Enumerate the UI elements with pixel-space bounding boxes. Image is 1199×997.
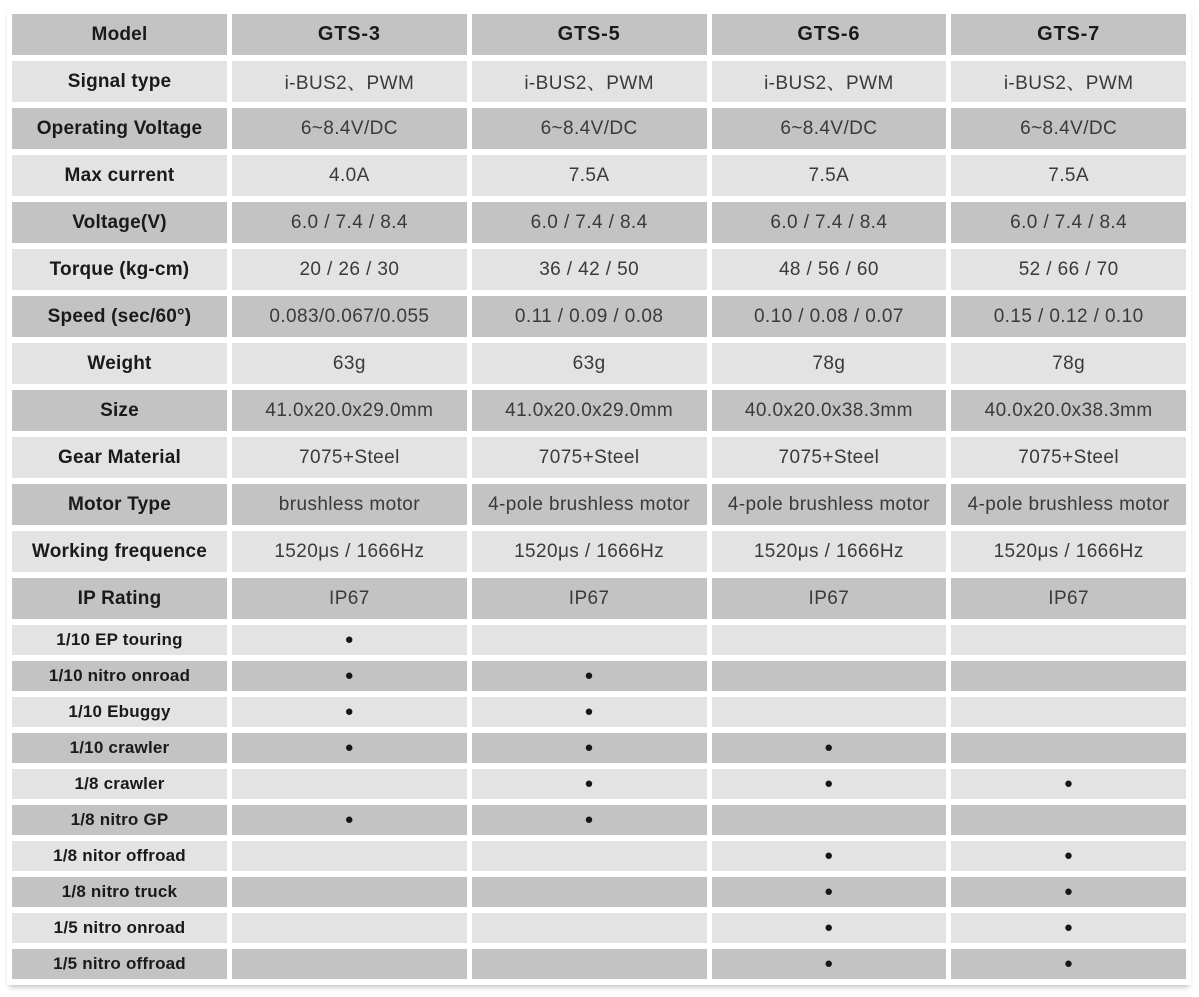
spec-row-label: Signal type xyxy=(12,61,227,102)
application-mark-cell xyxy=(232,913,467,943)
application-mark-cell xyxy=(951,805,1186,835)
spec-value-cell: brushless motor xyxy=(232,484,467,525)
column-header-gts-7: GTS-7 xyxy=(951,14,1186,55)
application-table-row xyxy=(12,625,1186,655)
application-mark-cell xyxy=(472,949,707,979)
spec-table-row xyxy=(12,155,1186,196)
spec-value-cell: IP67 xyxy=(712,578,947,619)
spec-value-cell: 1520μs / 1666Hz xyxy=(951,531,1186,572)
spec-value-cell: 1520μs / 1666Hz xyxy=(712,531,947,572)
spec-table-row xyxy=(12,343,1186,384)
spec-value-cell: i-BUS2、PWM xyxy=(951,61,1186,102)
bullet-dot-icon: ● xyxy=(824,883,834,900)
spec-value-cell: 63g xyxy=(232,343,467,384)
application-mark-cell xyxy=(712,661,947,691)
spec-row-label: Size xyxy=(12,390,227,431)
spec-value-cell: 7.5A xyxy=(951,155,1186,196)
bullet-dot-icon: ● xyxy=(1063,883,1074,900)
bullet-dot-icon: ● xyxy=(584,775,594,792)
application-row-label: 1/8 nitor offroad xyxy=(12,841,227,871)
application-table-row xyxy=(12,697,1186,727)
spec-value-cell: 4-pole brushless motor xyxy=(472,484,707,525)
spec-value-cell: 6.0 / 7.4 / 8.4 xyxy=(951,202,1186,243)
spec-row-label: Motor Type xyxy=(12,484,227,525)
spec-row-label: IP Rating xyxy=(12,578,227,619)
spec-row-label: Gear Material xyxy=(12,437,227,478)
bullet-dot-icon: ● xyxy=(344,631,355,648)
application-mark-cell xyxy=(712,877,947,907)
spec-table-row xyxy=(12,578,1186,619)
spec-value-cell: 78g xyxy=(712,343,947,384)
spec-table-row xyxy=(12,390,1186,431)
spec-value-cell: 7075+Steel xyxy=(472,437,707,478)
application-row-label: 1/5 nitro onroad xyxy=(12,913,227,943)
spec-value-cell: 6.0 / 7.4 / 8.4 xyxy=(232,202,467,243)
application-mark-cell xyxy=(232,697,467,727)
spec-value-cell: 20 / 26 / 30 xyxy=(232,249,467,290)
bullet-dot-icon: ● xyxy=(1063,775,1074,792)
application-row-label: 1/8 crawler xyxy=(12,769,227,799)
bullet-dot-icon: ● xyxy=(584,667,594,684)
bullet-dot-icon: ● xyxy=(824,739,834,756)
bullet-dot-icon: ● xyxy=(344,703,355,720)
spec-value-cell: 40.0x20.0x38.3mm xyxy=(712,390,947,431)
spec-value-cell: 7075+Steel xyxy=(951,437,1186,478)
application-mark-cell xyxy=(232,733,467,763)
application-row-label: 1/5 nitro offroad xyxy=(12,949,227,979)
spec-value-cell: 6~8.4V/DC xyxy=(472,108,707,149)
spec-value-cell: 36 / 42 / 50 xyxy=(472,249,707,290)
spec-value-cell: 78g xyxy=(951,343,1186,384)
spec-table-row xyxy=(12,531,1186,572)
spec-value-cell: 0.15 / 0.12 / 0.10 xyxy=(951,296,1186,337)
spec-value-cell: 7075+Steel xyxy=(712,437,947,478)
application-mark-cell xyxy=(951,877,1186,907)
application-table-row xyxy=(12,805,1186,835)
application-mark-cell xyxy=(472,877,707,907)
application-mark-cell xyxy=(712,913,947,943)
application-mark-cell xyxy=(951,733,1186,763)
application-mark-cell xyxy=(712,697,947,727)
application-mark-cell xyxy=(472,841,707,871)
table-body xyxy=(12,14,1186,979)
spec-table-row xyxy=(12,249,1186,290)
spec-value-cell: 1520μs / 1666Hz xyxy=(232,531,467,572)
bullet-dot-icon: ● xyxy=(584,703,594,720)
bullet-dot-icon: ● xyxy=(1063,955,1074,972)
application-mark-cell xyxy=(232,805,467,835)
spec-value-cell: 4-pole brushless motor xyxy=(712,484,947,525)
application-row-label: 1/8 nitro GP xyxy=(12,805,227,835)
spec-value-cell: i-BUS2、PWM xyxy=(472,61,707,102)
spec-value-cell: 6.0 / 7.4 / 8.4 xyxy=(472,202,707,243)
application-mark-cell xyxy=(472,697,707,727)
spec-value-cell: IP67 xyxy=(951,578,1186,619)
application-mark-cell xyxy=(472,733,707,763)
spec-row-label: Voltage(V) xyxy=(12,202,227,243)
bullet-dot-icon: ● xyxy=(824,775,834,792)
table-header-row xyxy=(12,14,1186,55)
spec-value-cell: i-BUS2、PWM xyxy=(712,61,947,102)
bullet-dot-icon: ● xyxy=(824,847,834,864)
spec-value-cell: 6.0 / 7.4 / 8.4 xyxy=(712,202,947,243)
application-row-label: 1/10 nitro onroad xyxy=(12,661,227,691)
spec-row-label: Speed (sec/60°) xyxy=(12,296,227,337)
spec-value-cell: 1520μs / 1666Hz xyxy=(472,531,707,572)
spec-value-cell: 40.0x20.0x38.3mm xyxy=(951,390,1186,431)
application-row-label: 1/10 EP touring xyxy=(12,625,227,655)
application-row-label: 1/10 Ebuggy xyxy=(12,697,227,727)
application-mark-cell xyxy=(232,769,467,799)
application-table-row xyxy=(12,877,1186,907)
application-mark-cell xyxy=(472,805,707,835)
bullet-dot-icon: ● xyxy=(584,739,594,756)
application-mark-cell xyxy=(472,661,707,691)
bullet-dot-icon: ● xyxy=(824,955,834,972)
application-table-row xyxy=(12,913,1186,943)
spec-value-cell: IP67 xyxy=(232,578,467,619)
application-mark-cell xyxy=(232,661,467,691)
spec-value-cell: 6~8.4V/DC xyxy=(232,108,467,149)
spec-value-cell: 0.11 / 0.09 / 0.08 xyxy=(472,296,707,337)
application-mark-cell xyxy=(951,913,1186,943)
application-mark-cell xyxy=(951,769,1186,799)
spec-value-cell: 52 / 66 / 70 xyxy=(951,249,1186,290)
spec-value-cell: 6~8.4V/DC xyxy=(951,108,1186,149)
spec-value-cell: 7.5A xyxy=(472,155,707,196)
spec-value-cell: 41.0x20.0x29.0mm xyxy=(232,390,467,431)
application-mark-cell xyxy=(232,625,467,655)
application-mark-cell xyxy=(712,949,947,979)
model-column-header: Model xyxy=(12,14,227,55)
bullet-dot-icon: ● xyxy=(824,919,834,936)
spec-row-label: Working frequence xyxy=(12,531,227,572)
spec-value-cell: 4.0A xyxy=(232,155,467,196)
application-mark-cell xyxy=(951,661,1186,691)
spec-value-cell: 7.5A xyxy=(712,155,947,196)
spec-row-label: Weight xyxy=(12,343,227,384)
bullet-dot-icon: ● xyxy=(584,811,594,828)
application-mark-cell xyxy=(232,841,467,871)
spec-table-row xyxy=(12,202,1186,243)
spec-value-cell: 6~8.4V/DC xyxy=(712,108,947,149)
spec-value-cell: 41.0x20.0x29.0mm xyxy=(472,390,707,431)
application-mark-cell xyxy=(951,949,1186,979)
application-mark-cell xyxy=(951,625,1186,655)
application-table-row xyxy=(12,949,1186,979)
spec-row-label: Operating Voltage xyxy=(12,108,227,149)
bullet-dot-icon: ● xyxy=(344,667,355,684)
application-mark-cell xyxy=(712,769,947,799)
application-mark-cell xyxy=(712,733,947,763)
application-row-label: 1/8 nitro truck xyxy=(12,877,227,907)
application-table-row xyxy=(12,733,1186,763)
spec-table-row xyxy=(12,108,1186,149)
spec-value-cell: 0.083/0.067/0.055 xyxy=(232,296,467,337)
bullet-dot-icon: ● xyxy=(344,811,355,828)
application-table-row xyxy=(12,661,1186,691)
spec-value-cell: 63g xyxy=(472,343,707,384)
spec-value-cell: IP67 xyxy=(472,578,707,619)
application-mark-cell xyxy=(712,625,947,655)
application-mark-cell xyxy=(712,841,947,871)
bullet-dot-icon: ● xyxy=(1063,919,1074,936)
application-mark-cell xyxy=(472,625,707,655)
bullet-dot-icon: ● xyxy=(1063,847,1074,864)
spec-row-label: Torque (kg-cm) xyxy=(12,249,227,290)
application-mark-cell xyxy=(232,949,467,979)
spec-value-cell: 4-pole brushless motor xyxy=(951,484,1186,525)
application-mark-cell xyxy=(472,913,707,943)
bullet-dot-icon: ● xyxy=(344,739,355,756)
servo-spec-comparison-table xyxy=(7,8,1191,985)
spec-table-row xyxy=(12,437,1186,478)
column-header-gts-3: GTS-3 xyxy=(232,14,467,55)
column-header-gts-5: GTS-5 xyxy=(472,14,707,55)
application-mark-cell xyxy=(232,877,467,907)
application-table-row xyxy=(12,841,1186,871)
spec-value-cell: 48 / 56 / 60 xyxy=(712,249,947,290)
spec-value-cell: 7075+Steel xyxy=(232,437,467,478)
application-table-row xyxy=(12,769,1186,799)
spec-table-row xyxy=(12,484,1186,525)
spec-value-cell: 0.10 / 0.08 / 0.07 xyxy=(712,296,947,337)
application-mark-cell xyxy=(951,841,1186,871)
application-mark-cell xyxy=(712,805,947,835)
spec-row-label: Max current xyxy=(12,155,227,196)
application-mark-cell xyxy=(951,697,1186,727)
spec-table-row xyxy=(12,296,1186,337)
application-mark-cell xyxy=(472,769,707,799)
spec-value-cell: i-BUS2、PWM xyxy=(232,61,467,102)
column-header-gts-6: GTS-6 xyxy=(712,14,947,55)
application-row-label: 1/10 crawler xyxy=(12,733,227,763)
spec-table-row xyxy=(12,61,1186,102)
